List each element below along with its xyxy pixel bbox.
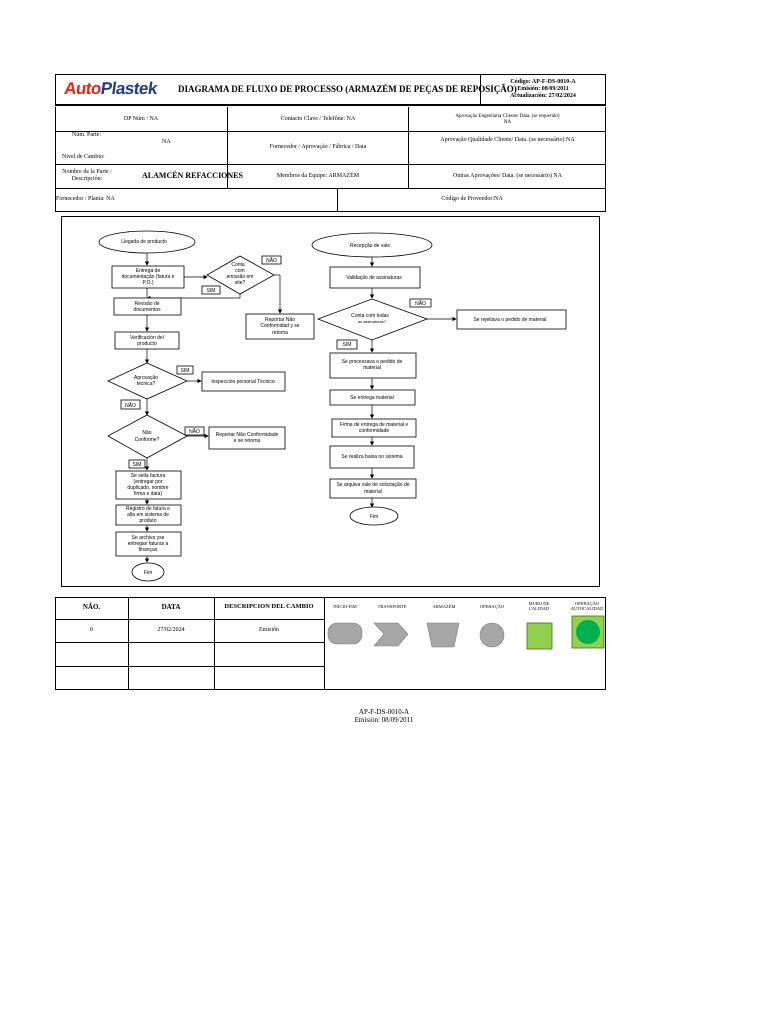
header-data: DATA <box>161 603 181 611</box>
verificacion-line-2: producto <box>137 341 157 347</box>
outras-aprovacoes: Outras Aprovações/ Data. (se necessário) NA <box>453 173 562 179</box>
sella-line-3: duplicado, nombre <box>127 485 169 491</box>
rejeitava-text: Se rejeitava o pedido de material <box>473 317 547 323</box>
header-codigo: Código: AP-F-DS-0010-A <box>510 79 576 85</box>
legend-label-operacao: OPERAÇÃO <box>479 604 505 609</box>
label-sim-right: SIM <box>342 342 352 348</box>
baixa-text: Se realiza baixa no sistema <box>341 454 403 460</box>
aprov-engenharia-label: Aprovação Engenharia Cliente/ Data. (se requerido) <box>455 114 560 119</box>
reportar1-line-3: retorna <box>272 330 288 336</box>
logo-plastek: Plastek <box>99 79 159 98</box>
decision1-line-3: emissão em <box>226 274 254 280</box>
sella-line-1: Se sella factura <box>130 473 166 479</box>
header-nao: NÃO. <box>82 603 101 611</box>
info-hline-3 <box>55 188 606 189</box>
validacao-text: Validação de assinaturas <box>346 275 402 281</box>
label-nao-1: NÃO <box>266 258 277 264</box>
change-vline-2 <box>214 597 215 690</box>
contacto-clave: Contacto Clave / Telefône: NA <box>280 116 356 122</box>
nombre-parte-label: Nombre de la Parte / Descripción: <box>62 169 112 182</box>
decision-right-line-2: as assinaturas? <box>357 319 387 324</box>
row-0-num: 0 <box>90 627 93 633</box>
fim-right-text: Fim <box>369 514 379 520</box>
fornecedor-planta: Fornecedor / Planta: NA <box>56 196 115 202</box>
rounded-rect-icon <box>328 623 362 644</box>
nombre-parte-value: ALAMCÉN REFACCIONES <box>142 171 243 180</box>
entrega-line-3: P.O.) <box>142 280 154 286</box>
decision1-line-2: com <box>235 268 245 274</box>
dp-num: DP Núm : NA <box>123 116 159 122</box>
circle-icon <box>480 623 504 647</box>
registro-line-2: alta em sistema de <box>127 512 169 518</box>
header-descripcion: DESCRIPCION DEL CAMBIO <box>224 603 314 610</box>
change-hline-2 <box>55 642 325 643</box>
label-nao-2: NÃO <box>125 403 136 409</box>
decision2-line-2: técnica? <box>136 381 156 387</box>
label-sim-2: SIM <box>180 368 190 374</box>
legend-symbols <box>325 614 606 654</box>
entrega-line-1: Entrega de <box>135 268 161 274</box>
aprov-qualidade: Aprovação Qualidade Cliente/ Data. (se necessário) NA <box>440 137 575 143</box>
legend-label-muro-calidad: MURO DE CALIDAD <box>528 601 550 612</box>
codigo-proveedor: Código de Proveedor:NA <box>441 196 503 202</box>
reportar1-line-1: Reportar Não <box>264 317 296 323</box>
inspeccion-text: Inspección personal Técnico <box>211 379 275 385</box>
chevron-icon <box>374 623 408 646</box>
decision2-line-1: Aprovação <box>134 375 158 381</box>
archiva-line-1: Se archiva yse <box>131 535 165 541</box>
row-0-desc: Emisión <box>258 627 279 633</box>
archiva-line-2: entregan faturas a <box>127 541 169 547</box>
legend-label-operacao-autocalidad: OPERAÇÃO AUTOCALIDAD <box>570 601 604 612</box>
header-actualizacion: Actualización: 27/02/2024 <box>510 92 576 99</box>
entrega-line-2: documentação (fatura e <box>121 274 175 280</box>
decision-right-line-1: Conta com todas <box>351 313 389 319</box>
decision3-line-2: Conforme? <box>134 437 160 443</box>
firma-line-1: Firma de entrega de material e <box>339 422 409 428</box>
revisao-line-2: documentos <box>133 307 161 313</box>
page-title: DIAGRAMA DE FLUXO DE PROCESSO (ARMAZÉM DE PEÇAS DE REPOSIÇÃO) <box>178 84 517 94</box>
label-sim-1: SIM <box>206 288 216 294</box>
registro-line-1: Registro de fatura e <box>126 506 170 512</box>
fim-left-text: Fim <box>143 570 153 576</box>
footer <box>284 708 484 725</box>
change-hline-1 <box>55 619 325 620</box>
entrega-material-text: Se entrega material <box>350 395 394 401</box>
verificacion-line-1: Verificación del <box>130 335 164 341</box>
row-0-date: 27/02/2024 <box>157 627 185 633</box>
revisao-line-1: Revisão de <box>134 301 160 307</box>
num-parte-label: Núm. Parte: <box>72 132 101 138</box>
start-recepcao-vale-text: Recepção de vale <box>349 243 391 249</box>
membros-equipe: Membros da Equipe: ARMAZÉM <box>276 173 360 179</box>
archiva-line-3: finanças <box>138 547 158 553</box>
fornecedor-aprovacao: Fornecedor / Aprovação / Fábrica / Data <box>269 144 367 150</box>
decision3-line-1: Não <box>142 430 152 436</box>
change-hline-3 <box>55 666 325 667</box>
header-codes <box>480 79 606 100</box>
decision1-line-1: Conta <box>231 262 245 268</box>
aprov-engenharia-value: NA <box>503 119 512 125</box>
nivel-cambio-label: Nivel de Cambio: <box>62 154 105 160</box>
legend-label-transporte: TRANSPORTE <box>377 604 407 609</box>
sella-line-4: firma e data) <box>133 491 163 497</box>
legend-label-inicio-fim: INÍCIO-FIM <box>333 604 357 609</box>
procesava-line-1: Se processava o pedido de <box>341 359 403 365</box>
logo <box>62 79 159 101</box>
footer-code: AP-F-DS-0010-A <box>358 708 410 716</box>
aprov-engenharia <box>409 114 606 126</box>
registro-line-3: produto <box>139 518 157 524</box>
logo-auto: Auto <box>62 79 103 98</box>
footer-emision: Emisión: 08/09/2011 <box>354 716 414 725</box>
reportar2-line-2: e se retorna <box>233 438 261 444</box>
procesava-line-2: material <box>363 365 381 371</box>
label-nao-right: NÃO <box>415 301 426 307</box>
label-sim-3: SIM <box>132 462 142 468</box>
decision1-line-4: site? <box>234 280 246 286</box>
trapezoid-icon <box>427 623 459 647</box>
dark-green-circle-icon <box>576 620 600 644</box>
start-llegada-producto-text: Llegada de producto <box>121 239 167 245</box>
reportar2-line-1: Reportar Não Conformidade <box>215 432 279 438</box>
firma-line-2: conformidade <box>358 428 390 434</box>
process-flowchart <box>61 216 600 588</box>
arquiva-line-1: Se arquiva vale de solicitação de <box>336 482 410 488</box>
green-square-icon <box>527 623 552 649</box>
legend-label-armazem: ARMAZÉM <box>432 604 456 609</box>
num-parte-value: NA <box>162 139 171 145</box>
info-hline-1 <box>55 131 606 132</box>
header-emision: Emisión: 08/09/2011 <box>517 85 569 92</box>
info-hline-2 <box>55 164 606 165</box>
sella-line-2: (entregar por <box>133 479 163 485</box>
reportar1-line-2: Conformidad y se <box>260 323 300 329</box>
arquiva-line-2: material <box>364 489 382 495</box>
label-nao-3: NÃO <box>189 429 200 435</box>
